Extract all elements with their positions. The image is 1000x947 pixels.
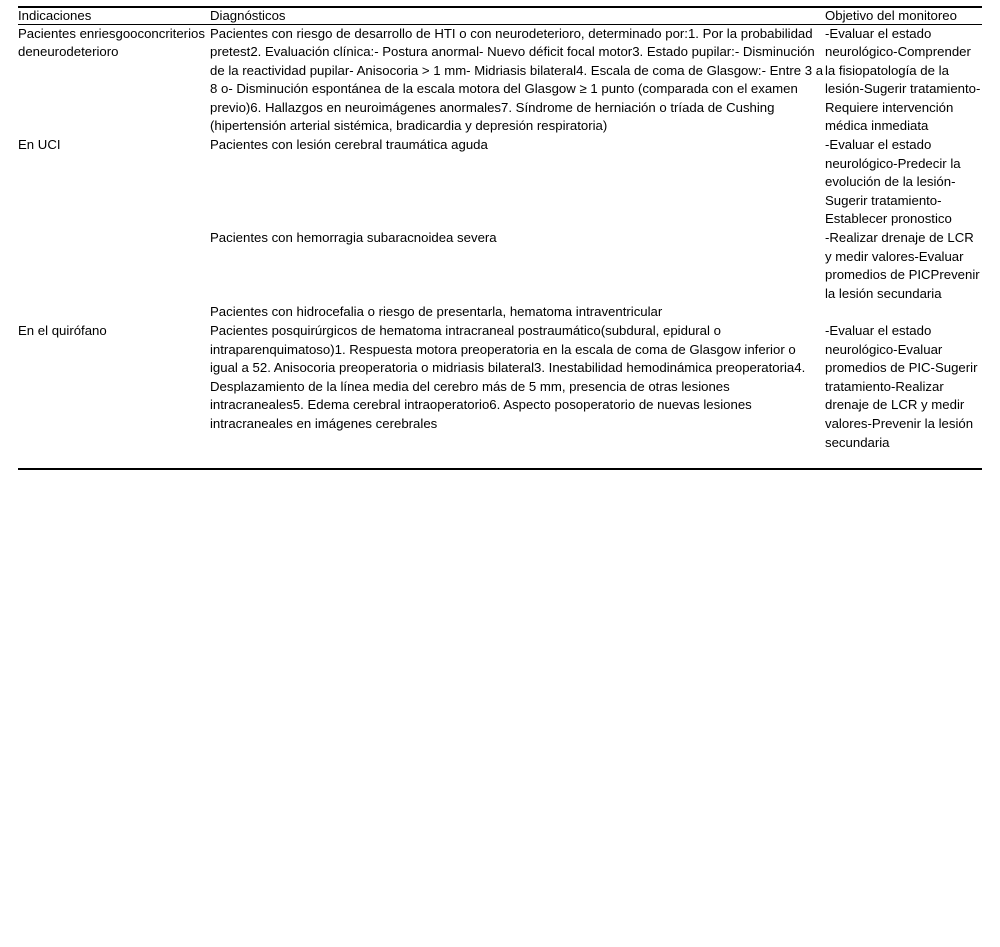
cell-indicacion [18,303,210,322]
cell-diagnostico: Pacientes con hemorragia subaracnoidea severa [210,230,497,246]
document-page [0,6,1000,947]
cell-indicacion: Pacientes enriesgooconcriterios deneurodeterioro [18,25,205,60]
column-header-diagnosticos: Diagnósticos [210,8,286,23]
cell-objetivo: -Evaluar el estado neurológico-Evaluar promedios de PIC-Sugerir tratamiento-Realizar drenaje de LCR y medir valores-Prevenir la lesión secundaria [825,323,978,450]
cell-indicacion [18,229,210,303]
cell-indicacion: En el quirófano [18,323,107,338]
table-row [18,24,982,136]
table-row [18,229,982,303]
cell-objetivo: -Realizar drenaje de LCR y medir valores-Evaluar promedios de PICPrevenir la lesión secundaria [825,230,980,301]
table-row [18,303,982,322]
cell-objetivo: -Evaluar el estado neurológico-Comprender la fisiopatología de la lesión-Sugerir tratamiento-Requiere intervención médica inmediata [825,25,981,134]
cell-objetivo: -Evaluar el estado neurológico-Predecir la evolución de la lesión-Sugerir tratamiento-Establecer pronostico [825,137,961,227]
cell-diagnostico: Pacientes con riesgo de desarrollo de HTI o con neurodeterioro, determinado por:1. Por la probabilidad pretest2. Evaluación clínica:- Postura anormal- Nuevo déficit focal motor3. Estado pupilar:- Disminución de la reactividad pupilar- Anisocoria > 1 mm- Midriasis bilateral4. Escala de coma de Glasgow:- Entre 3 a 8 o- Disminución espontánea de la escala motora del Glasgow ≥ 1 punto (comparada con el examen previo)6. Hallazgos en neuroimágenes anormales7. Síndrome de herniación o tríada de Cushing (hipertensión arterial sistémica, bradicardia y depresión respiratoria) [210,25,824,134]
table-bottom-spacer [18,452,982,469]
column-header-indicaciones: Indicaciones [18,8,92,23]
cell-indicacion: En UCI [18,137,61,153]
table-row [18,136,982,229]
cell-diagnostico: Pacientes posquirúrgicos de hematoma intracraneal postraumático(subdural, epidural o intraparenquimatoso)1. Respuesta motora preoperatoria en la escala de coma de Glasgow inferior o igual a 52. Anisocoria preoperatoria o midriasis bilateral3. Inestabilidad hemodinámica preoperatoria4. Desplazamiento de la línea media del cerebro más de 5 mm, presencia de otras lesiones intracraneales5. Edema cerebral intraoperatorio6. Aspecto posoperatorio de nuevas lesiones intracraneales en imágenes cerebrales [210,323,806,431]
column-header-objetivo: Objetivo del monitoreo [825,8,957,23]
cell-diagnostico: Pacientes con hidrocefalia o riesgo de presentarla, hematoma intraventricular [210,304,663,320]
table-bottom-rule-row [18,469,982,470]
cell-objetivo [825,303,982,322]
indications-table [18,6,982,470]
table-row [18,322,982,452]
cell-diagnostico: Pacientes con lesión cerebral traumática aguda [210,137,488,153]
table-header-row [18,7,982,24]
